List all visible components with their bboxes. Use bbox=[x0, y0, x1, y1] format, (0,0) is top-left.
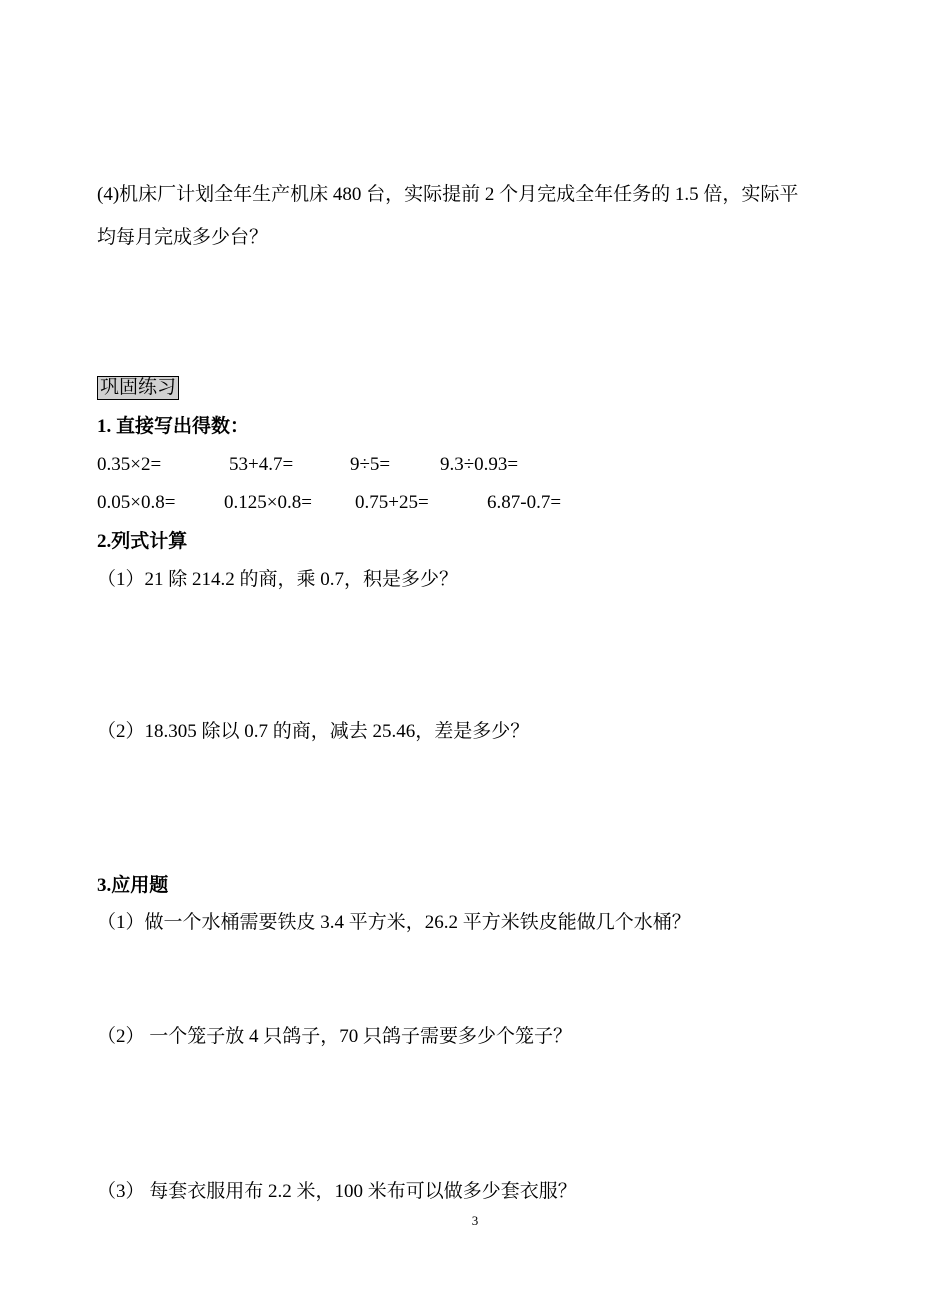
mental-math-item: 0.05×0.8= bbox=[97, 492, 176, 513]
problem-4-line-1: (4)机床厂计划全年生产机床 480 台，实际提前 2 个月完成全年任务的 1.5 倍，实际平 bbox=[97, 184, 799, 205]
q3-heading: 3.应用题 bbox=[97, 875, 169, 896]
q2-heading: 2.列式计算 bbox=[97, 531, 188, 552]
mental-math-item: 0.125×0.8= bbox=[224, 492, 312, 513]
q3-item-3: （3） 每套衣服用布 2.2 米，100 米布可以做多少套衣服？ bbox=[97, 1181, 577, 1202]
mental-math-item: 53+4.7= bbox=[229, 454, 294, 475]
mental-math-item: 0.75+25= bbox=[355, 492, 429, 513]
mental-math-item: 0.35×2= bbox=[97, 454, 162, 475]
mental-math-item: 9.3÷0.93= bbox=[440, 454, 519, 475]
q3-item-2: （2） 一个笼子放 4 只鸽子，70 只鸽子需要多少个笼子？ bbox=[97, 1026, 573, 1047]
mental-math-item: 9÷5= bbox=[350, 454, 391, 475]
page-number: 3 bbox=[471, 1213, 479, 1228]
q2-item-2: （2）18.305 除以 0.7 的商，减去 25.46，差是多少？ bbox=[97, 721, 530, 742]
q3-item-1: （1）做一个水桶需要铁皮 3.4 平方米，26.2 平方米铁皮能做几个水桶？ bbox=[97, 912, 691, 933]
problem-4-line-2: 均每月完成多少台？ bbox=[97, 227, 269, 248]
section-title: 巩固练习 bbox=[97, 376, 179, 400]
q2-item-1: （1）21 除 214.2 的商，乘 0.7，积是多少？ bbox=[97, 569, 459, 590]
q1-heading: 1. 直接写出得数： bbox=[97, 416, 250, 437]
mental-math-item: 6.87-0.7= bbox=[487, 492, 562, 513]
